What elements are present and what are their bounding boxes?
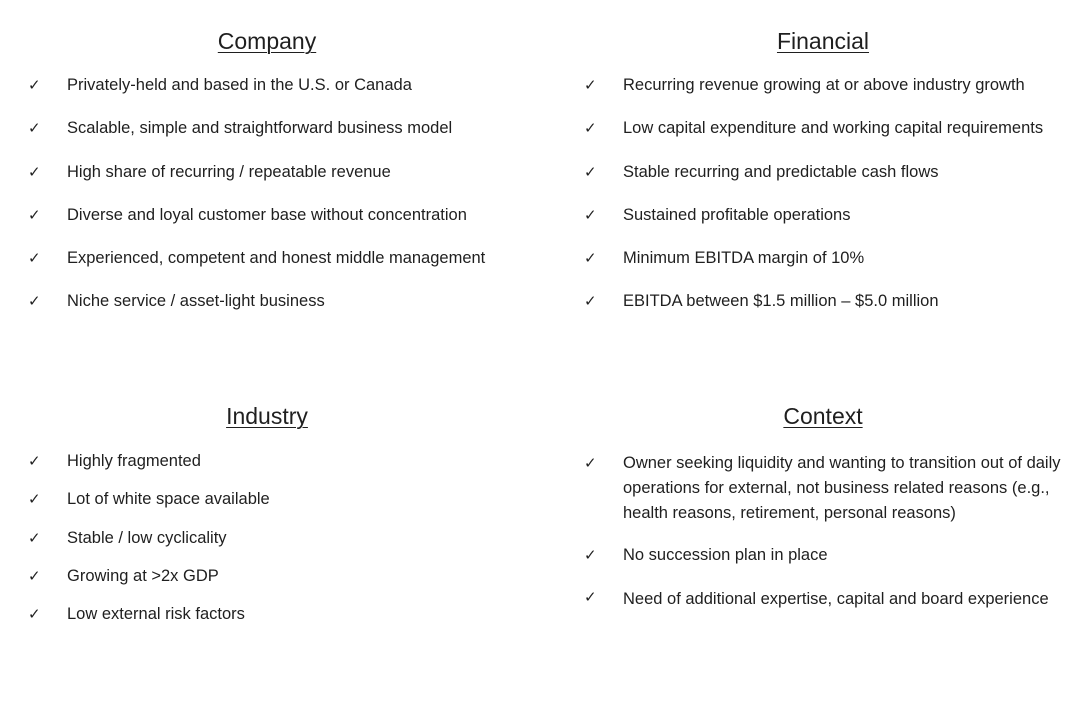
checkmark-icon: ✓: [28, 120, 41, 138]
company-section: [28, 26, 528, 333]
list-item-text: Highly fragmented: [67, 452, 201, 470]
list-item-text: Niche service / asset-light business: [67, 292, 325, 311]
list-item-text: Low external risk factors: [67, 605, 245, 624]
industry-heading: Industry: [226, 403, 308, 429]
list-item: [28, 289, 528, 332]
checkmark-icon: ✓: [584, 163, 597, 181]
financial-section: [584, 26, 1064, 333]
list-item-text: No succession plan in place: [623, 546, 828, 564]
checkmark-icon: ✓: [584, 120, 597, 138]
list-item-text: Sustained profitable operations: [623, 205, 851, 224]
list-item-text: Lot of white space available: [67, 490, 270, 509]
list-item-text: Low capital expenditure and working capital requirements: [623, 119, 1044, 138]
list-item: [28, 526, 528, 564]
list-item-text: Diverse and loyal customer base without concentration: [67, 205, 467, 224]
list-item: [28, 203, 528, 246]
checkmark-icon: ✓: [584, 547, 597, 564]
list-item: [584, 116, 1064, 159]
list-item: [28, 116, 528, 159]
list-item: [584, 289, 1064, 332]
checkmark-icon: ✓: [28, 606, 41, 624]
list-item: [584, 585, 1064, 613]
list-item-text: Need of additional expertise, capital and board experience: [623, 590, 1049, 608]
list-item-text: Privately-held and based in the U.S. or Canada: [67, 76, 412, 94]
list-item: [28, 564, 528, 602]
list-item: [28, 449, 528, 487]
list-item-text: Owner seeking liquidity and wanting to transition out of daily operations for external, not business related reasons (e.g., health reasons, retirement, personal reasons): [623, 454, 1061, 522]
list-item: [584, 203, 1064, 246]
checkmark-icon: ✓: [28, 491, 41, 509]
list-item-text: Stable recurring and predictable cash flows: [623, 162, 939, 181]
financial-heading: Financial: [776, 28, 870, 54]
checkmark-icon: ✓: [584, 589, 597, 606]
list-item-text: Minimum EBITDA margin of 10%: [623, 249, 865, 268]
context-section: [584, 401, 1064, 630]
checkmark-icon: ✓: [584, 250, 597, 268]
list-item-text: Growing at >2x GDP: [67, 566, 219, 585]
checkmark-icon: ✓: [584, 293, 597, 311]
checkmark-icon: ✓: [28, 453, 41, 470]
list-item: [584, 160, 1064, 203]
list-item-text: High share of recurring / repeatable revenue: [67, 162, 391, 181]
checkmark-icon: ✓: [28, 567, 41, 585]
list-item: [28, 487, 528, 525]
list-item-text: Recurring revenue growing at or above industry growth: [623, 76, 1025, 94]
checkmark-icon: ✓: [28, 529, 41, 547]
checkmark-icon: ✓: [28, 250, 41, 268]
checkmark-icon: ✓: [28, 77, 41, 94]
list-item-text: Scalable, simple and straightforward business model: [67, 119, 453, 138]
financial-criteria-list: [584, 73, 1064, 333]
list-item: [28, 602, 528, 640]
list-item: [28, 73, 528, 116]
list-item: [28, 246, 528, 289]
checkmark-icon: ✓: [28, 163, 41, 181]
list-item: [584, 451, 1064, 526]
context-criteria-list: [584, 451, 1064, 613]
list-item-text: Experienced, competent and honest middle management: [67, 249, 486, 268]
industry-criteria-list: [28, 449, 528, 640]
checkmark-icon: ✓: [584, 206, 597, 224]
checkmark-icon: ✓: [28, 293, 41, 311]
checkmark-icon: ✓: [584, 77, 597, 94]
list-item: [584, 246, 1064, 289]
industry-section: [28, 401, 528, 640]
checkmark-icon: ✓: [28, 206, 41, 224]
list-item: [584, 543, 1064, 568]
list-item-text: Stable / low cyclicality: [67, 528, 227, 547]
list-item-text: EBITDA between $1.5 million – $5.0 million: [623, 292, 939, 311]
checkmark-icon: ✓: [584, 455, 597, 472]
company-criteria-list: [28, 73, 528, 333]
list-item: [584, 73, 1064, 116]
context-heading: Context: [783, 403, 863, 429]
list-item: [28, 160, 528, 203]
company-heading: Company: [217, 28, 317, 54]
